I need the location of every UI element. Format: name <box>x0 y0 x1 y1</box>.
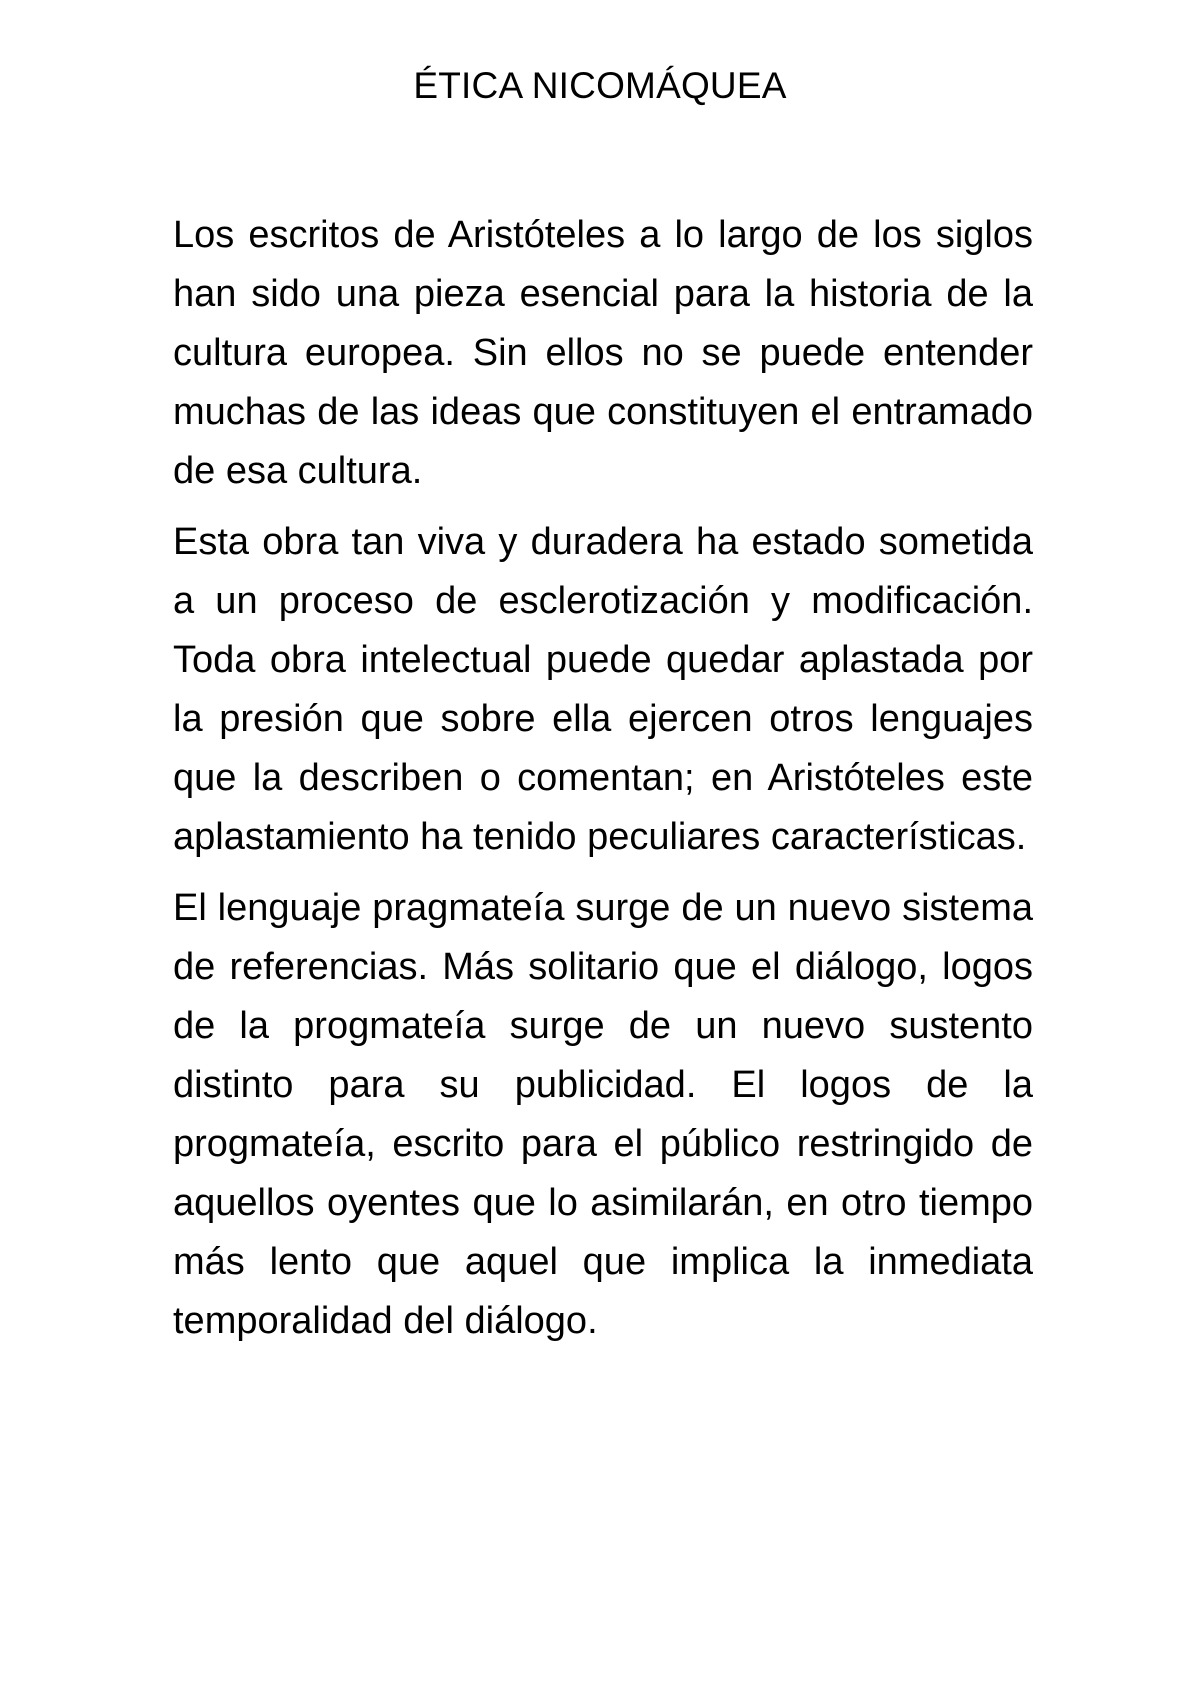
document-title: ÉTICA NICOMÁQUEA <box>413 65 787 106</box>
paragraph-3: El lenguaje pragmateía surge de un nuevo sistema de referencias. Más solitario que el diálogo, logos de la progmateía surge de un nuevo sustento distinto para su publicidad. El logos de la progmateía, escrito para el público restringido de aquellos oyentes que lo asimilarán, en otro tiempo más lento que aquel que implica la inmediata temporalidad del diálogo. <box>173 887 1033 1342</box>
paragraph-2: Esta obra tan viva y duradera ha estado sometida a un proceso de esclerotización y modificación. Toda obra intelectual puede quedar aplastada por la presión que sobre ella ejercen otros lenguajes que la describen o comentan; en Aristóteles este aplastamiento ha tenido peculiares características. <box>173 521 1033 858</box>
paragraph-1: Los escritos de Aristóteles a lo largo de los siglos han sido una pieza esencial para la historia de la cultura europea. Sin ellos no se puede entender muchas de las ideas que constituyen el entramado de esa cultura. <box>173 214 1033 492</box>
document-body <box>173 206 1033 1363</box>
